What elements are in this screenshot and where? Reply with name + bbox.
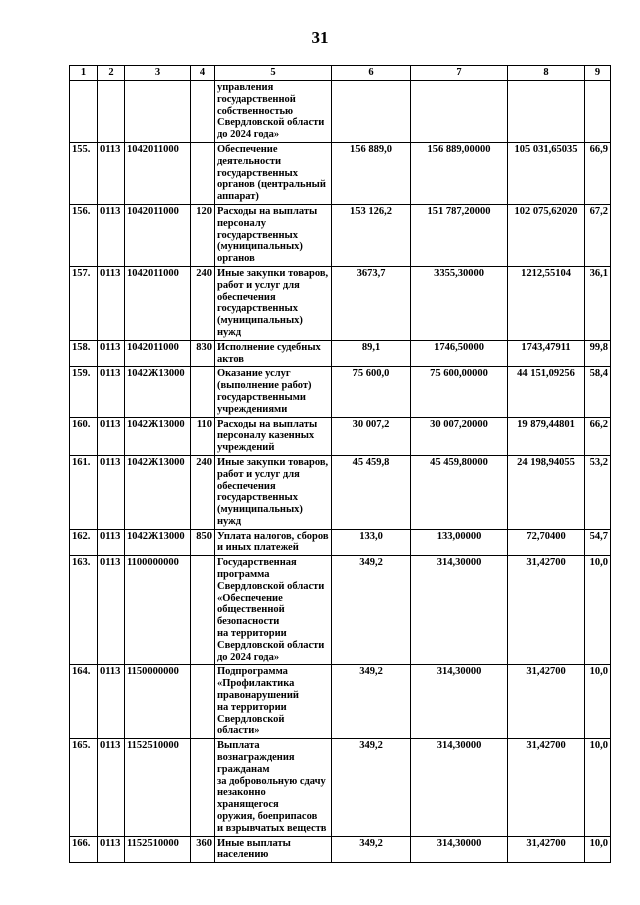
expense-name-line: деятельности [217, 155, 282, 167]
expense-name-line: государственными [217, 391, 306, 403]
expense-type-code: 360 [191, 836, 215, 863]
section-code: 0113 [98, 556, 125, 665]
column-header: 2 [98, 66, 125, 81]
expense-type-code [191, 81, 215, 143]
expense-name-line: Обеспечение [217, 143, 278, 155]
executed-amount: 24 198,94055 [508, 455, 585, 529]
table-row [70, 665, 611, 739]
approved-amount: 314,30000 [411, 556, 508, 665]
expense-name-line: оружия, боеприпасов [217, 811, 318, 823]
expense-name-line: (муниципальных) нужд [217, 504, 303, 527]
expense-name-line: до 2024 года» [217, 129, 280, 141]
execution-percent [585, 81, 611, 143]
row-number: 163. [70, 556, 98, 665]
target-code: 1042Ж13000 [125, 529, 191, 556]
expense-name-line: обеспечения [217, 480, 276, 492]
expense-name [215, 665, 332, 739]
page-number: 31 [311, 28, 329, 47]
expense-name-line: Исполнение судебных [217, 341, 321, 353]
planned-amount: 89,1 [332, 340, 411, 367]
expense-name-line: безопасности [217, 616, 280, 628]
executed-amount: 72,70400 [508, 529, 585, 556]
expense-name-line: населению [217, 849, 269, 861]
expense-name-line: Свердловской области» [217, 713, 285, 737]
execution-percent: 66,9 [585, 142, 611, 204]
approved-amount: 1746,50000 [411, 340, 508, 367]
expense-name-line: Оказание услуг [217, 368, 291, 380]
expense-name-line: актов [217, 353, 244, 365]
row-number: 165. [70, 739, 98, 836]
table-body [70, 81, 611, 863]
expense-name-line: (выполнение работ) [217, 380, 312, 392]
planned-amount: 75 600,0 [332, 367, 411, 417]
expense-type-code: 110 [191, 417, 215, 455]
expense-type-code: 830 [191, 340, 215, 367]
target-code: 1100000000 [125, 556, 191, 665]
expense-name-line: Иные закупки товаров, [217, 267, 329, 279]
expense-name [215, 739, 332, 836]
planned-amount: 133,0 [332, 529, 411, 556]
expense-name-line: Иные выплаты [217, 837, 291, 849]
planned-amount: 30 007,2 [332, 417, 411, 455]
target-code: 1150000000 [125, 665, 191, 739]
table-row [70, 340, 611, 367]
section-code: 0113 [98, 417, 125, 455]
executed-amount: 31,42700 [508, 556, 585, 665]
approved-amount: 314,30000 [411, 739, 508, 836]
section-code [98, 81, 125, 143]
approved-amount: 314,30000 [411, 665, 508, 739]
expense-name-line: государственных [217, 167, 298, 179]
column-header: 4 [191, 66, 215, 81]
column-header: 7 [411, 66, 508, 81]
row-number: 166. [70, 836, 98, 863]
planned-amount: 349,2 [332, 556, 411, 665]
executed-amount: 1212,55104 [508, 266, 585, 340]
table-row [70, 739, 611, 836]
expense-name-line: Свердловской области [217, 117, 325, 129]
expense-name-line: государственной [217, 93, 296, 105]
approved-amount: 45 459,80000 [411, 455, 508, 529]
expense-name-line: учреждений [217, 442, 275, 454]
row-number: 161. [70, 455, 98, 529]
header-row [70, 66, 611, 81]
section-code: 0113 [98, 665, 125, 739]
planned-amount: 349,2 [332, 836, 411, 863]
expense-type-code: 240 [191, 455, 215, 529]
executed-amount: 31,42700 [508, 836, 585, 863]
expense-name-line: программа [217, 569, 270, 581]
expense-name [215, 266, 332, 340]
expense-name [215, 455, 332, 529]
approved-amount: 75 600,00000 [411, 367, 508, 417]
expense-name-line: Расходы на выплаты [217, 205, 318, 217]
expense-name [215, 417, 332, 455]
target-code [125, 81, 191, 143]
expense-name-line: вознаграждения [217, 752, 295, 764]
approved-amount: 3355,30000 [411, 266, 508, 340]
table-row [70, 417, 611, 455]
execution-percent: 10,0 [585, 556, 611, 665]
planned-amount: 45 459,8 [332, 455, 411, 529]
expense-name-line: Подпрограмма [217, 666, 288, 678]
expense-name-line: и взрывчатых веществ [217, 822, 327, 834]
section-code: 0113 [98, 529, 125, 556]
section-code: 0113 [98, 204, 125, 266]
expense-name-line: учреждениями [217, 403, 288, 415]
section-code: 0113 [98, 455, 125, 529]
section-code: 0113 [98, 836, 125, 863]
expense-name-line: и иных платежей [217, 542, 299, 554]
expense-name-line: незаконно хранящегося [217, 787, 279, 811]
execution-percent: 10,0 [585, 739, 611, 836]
table-row [70, 455, 611, 529]
expense-name-line: (муниципальных) нужд [217, 315, 303, 338]
expense-type-code [191, 556, 215, 665]
expense-name [215, 81, 332, 143]
expense-name-line: работ и услуг для [217, 279, 300, 291]
expense-name [215, 836, 332, 863]
planned-amount: 349,2 [332, 739, 411, 836]
planned-amount: 349,2 [332, 665, 411, 739]
section-code: 0113 [98, 142, 125, 204]
row-number: 157. [70, 266, 98, 340]
expense-name [215, 367, 332, 417]
expense-name-line: общественной [217, 604, 285, 616]
executed-amount: 102 075,62020 [508, 204, 585, 266]
expense-name-line: работ и услуг для [217, 468, 300, 480]
table-row [70, 836, 611, 863]
approved-amount: 151 787,20000 [411, 204, 508, 266]
expense-name [215, 556, 332, 665]
approved-amount: 30 007,20000 [411, 417, 508, 455]
executed-amount: 31,42700 [508, 739, 585, 836]
column-header: 6 [332, 66, 411, 81]
expense-name [215, 340, 332, 367]
execution-percent: 54,7 [585, 529, 611, 556]
expense-name-line: гражданам [217, 763, 270, 775]
executed-amount: 31,42700 [508, 665, 585, 739]
target-code: 1042011000 [125, 266, 191, 340]
execution-percent: 67,2 [585, 204, 611, 266]
target-code: 1042Ж13000 [125, 367, 191, 417]
target-code: 1152510000 [125, 739, 191, 836]
expense-name-line: обеспечения [217, 291, 276, 303]
expense-name-line: государственных [217, 229, 298, 241]
approved-amount [411, 81, 508, 143]
expense-name-line: собственностью [217, 105, 294, 117]
section-code: 0113 [98, 266, 125, 340]
expense-name [215, 529, 332, 556]
expense-name-line: на территории [217, 628, 287, 640]
planned-amount: 3673,7 [332, 266, 411, 340]
table-row [70, 266, 611, 340]
expense-name-line: Уплата налогов, сборов [217, 530, 329, 542]
execution-percent: 10,0 [585, 836, 611, 863]
planned-amount: 153 126,2 [332, 204, 411, 266]
expense-name-line: до 2024 года» [217, 651, 280, 663]
row-number: 159. [70, 367, 98, 417]
expense-name-line: управления [217, 82, 274, 93]
expense-name-line: Расходы на выплаты [217, 418, 318, 430]
approved-amount: 156 889,00000 [411, 142, 508, 204]
column-header: 1 [70, 66, 98, 81]
execution-percent: 66,2 [585, 417, 611, 455]
expense-name [215, 204, 332, 266]
expense-name-line: правонарушений [217, 690, 299, 702]
target-code: 1152510000 [125, 836, 191, 863]
row-number: 164. [70, 665, 98, 739]
expense-name-line: государственных [217, 492, 298, 504]
expense-type-code [191, 142, 215, 204]
table-row [70, 204, 611, 266]
expense-name-line: Государственная [217, 557, 297, 569]
executed-amount: 44 151,09256 [508, 367, 585, 417]
expense-name-line: Иные закупки товаров, [217, 456, 329, 468]
expense-name-line: (муниципальных) [217, 241, 303, 253]
expense-name-line: за добровольную сдачу [217, 775, 326, 787]
table-row [70, 556, 611, 665]
target-code: 1042011000 [125, 340, 191, 367]
column-header: 9 [585, 66, 611, 81]
expense-name-line: Выплата [217, 740, 260, 752]
row-number: 155. [70, 142, 98, 204]
expense-name [215, 142, 332, 204]
column-header: 3 [125, 66, 191, 81]
executed-amount [508, 81, 585, 143]
expense-name-line: персоналу [217, 217, 266, 229]
expense-name-line: «Профилактика [217, 678, 295, 690]
target-code: 1042Ж13000 [125, 455, 191, 529]
row-number [70, 81, 98, 143]
column-header: 5 [215, 66, 332, 81]
table-row [70, 81, 611, 143]
expense-name-line: аппарат) [217, 191, 259, 203]
executed-amount: 19 879,44801 [508, 417, 585, 455]
section-code: 0113 [98, 739, 125, 836]
expense-name-line: персоналу казенных [217, 430, 315, 442]
approved-amount: 314,30000 [411, 836, 508, 863]
expense-type-code: 850 [191, 529, 215, 556]
budget-table [69, 65, 611, 863]
expense-name-line: органов [217, 253, 255, 265]
expense-name-line: органов (центральный [217, 179, 326, 191]
planned-amount [332, 81, 411, 143]
column-header: 8 [508, 66, 585, 81]
target-code: 1042011000 [125, 142, 191, 204]
row-number: 160. [70, 417, 98, 455]
expense-type-code [191, 665, 215, 739]
row-number: 158. [70, 340, 98, 367]
execution-percent: 10,0 [585, 665, 611, 739]
expense-type-code: 120 [191, 204, 215, 266]
expense-name-line: «Обеспечение [217, 592, 283, 604]
expense-name-line: Свердловской области [217, 580, 325, 592]
execution-percent: 36,1 [585, 266, 611, 340]
execution-percent: 53,2 [585, 455, 611, 529]
table-row [70, 367, 611, 417]
row-number: 156. [70, 204, 98, 266]
target-code: 1042011000 [125, 204, 191, 266]
execution-percent: 99,8 [585, 340, 611, 367]
expense-name-line: государственных [217, 303, 298, 315]
target-code: 1042Ж13000 [125, 417, 191, 455]
expense-type-code [191, 739, 215, 836]
expense-name-line: на территории [217, 701, 287, 713]
table-row [70, 529, 611, 556]
planned-amount: 156 889,0 [332, 142, 411, 204]
executed-amount: 1743,47911 [508, 340, 585, 367]
section-code: 0113 [98, 367, 125, 417]
table-row [70, 142, 611, 204]
row-number: 162. [70, 529, 98, 556]
expense-type-code [191, 367, 215, 417]
expense-name-line: Свердловской области [217, 639, 325, 651]
executed-amount: 105 031,65035 [508, 142, 585, 204]
approved-amount: 133,00000 [411, 529, 508, 556]
execution-percent: 58,4 [585, 367, 611, 417]
expense-type-code: 240 [191, 266, 215, 340]
section-code: 0113 [98, 340, 125, 367]
